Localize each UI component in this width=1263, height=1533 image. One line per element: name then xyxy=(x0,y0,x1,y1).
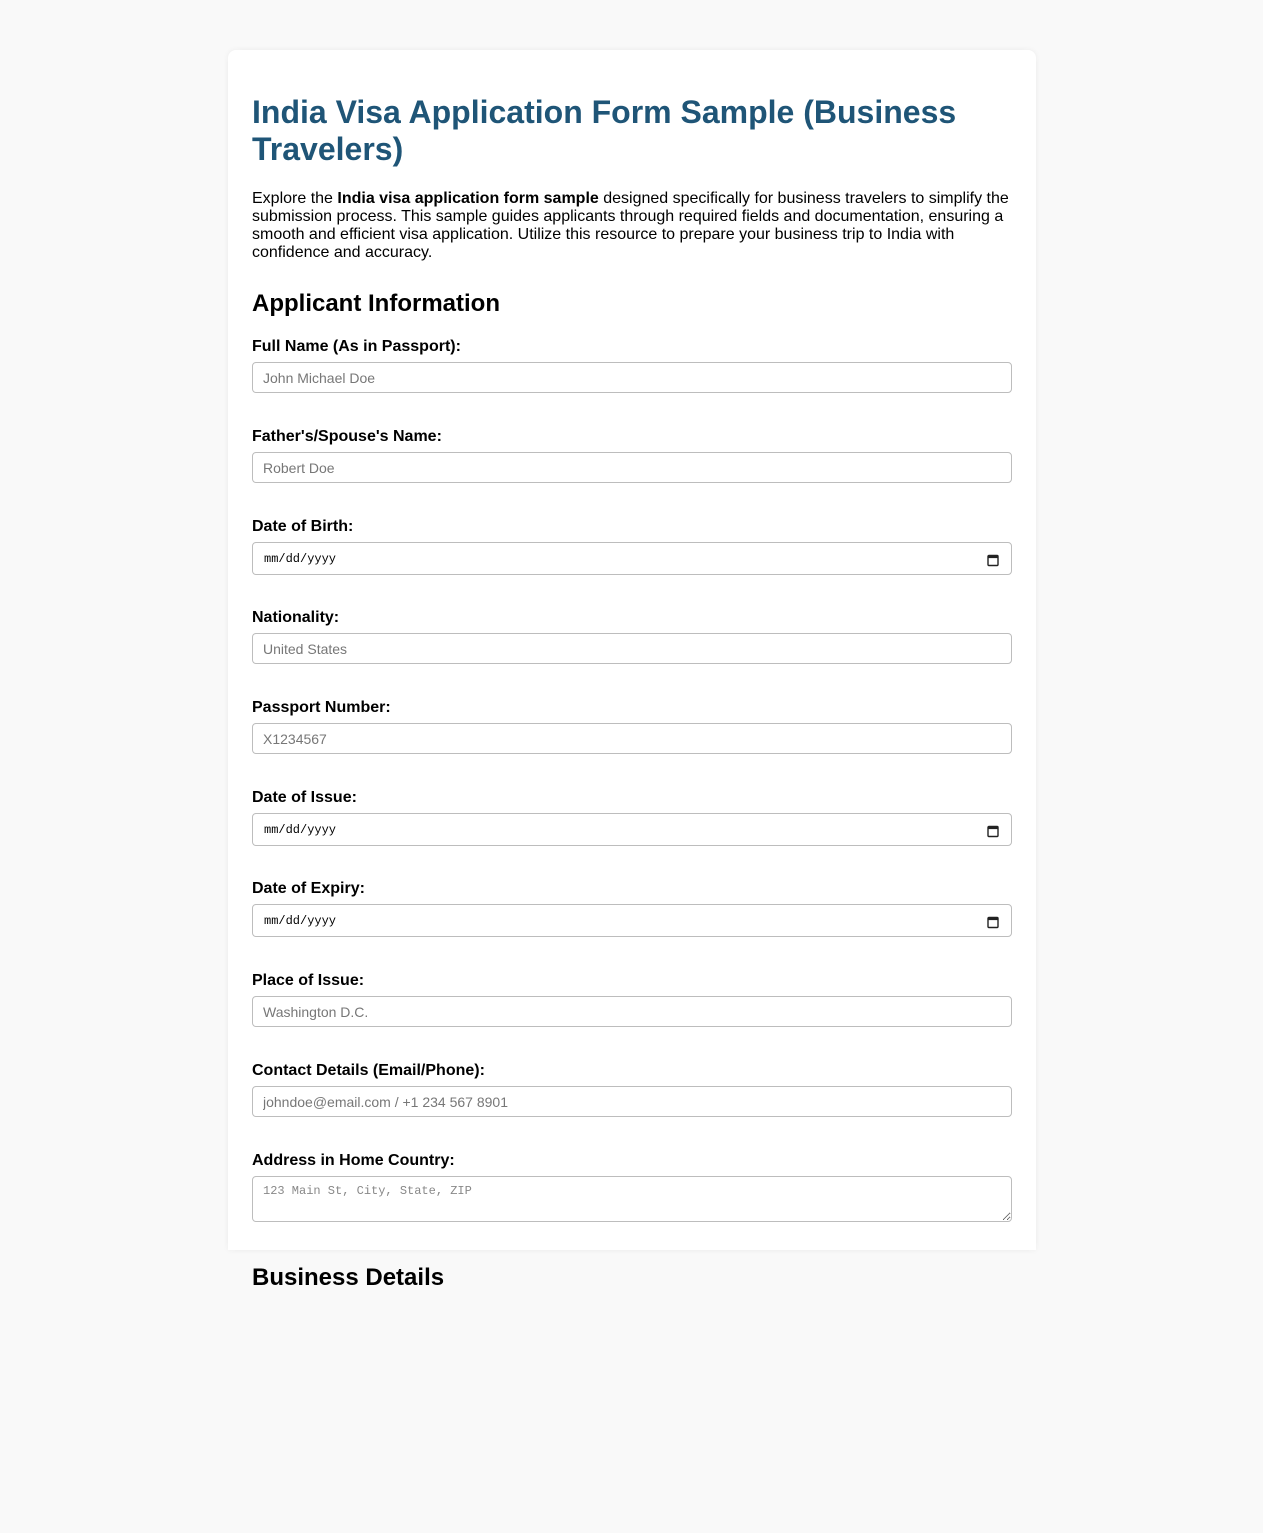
field-full-name xyxy=(252,338,1012,393)
field-nationality xyxy=(252,609,1012,664)
intro-prefix: Explore the xyxy=(252,190,338,207)
intro-paragraph xyxy=(252,190,1012,262)
date-of-issue-placeholder: mm/dd/yyyy xyxy=(264,822,337,837)
date-of-birth-placeholder: mm/dd/yyyy xyxy=(264,551,337,566)
field-date-of-expiry xyxy=(252,880,1012,937)
intro-suffix: designed specifically for business travelers to simplify the submission process. This sample guides applicants through required fields and documentation, ensuring a smooth and efficient visa application. Utilize this resource to prepare your business trip to India with confidence and accuracy. xyxy=(252,190,1009,261)
page-title: India Visa Application Form Sample (Business Travelers) xyxy=(252,94,957,167)
passport-number-label: Passport Number: xyxy=(252,699,391,716)
father-spouse-name-label: Father's/Spouse's Name: xyxy=(252,428,442,445)
field-father-spouse-name xyxy=(252,428,1012,483)
section-title-applicant-information: Applicant Information xyxy=(252,290,500,317)
calendar-icon[interactable] xyxy=(987,915,999,927)
place-of-issue-label: Place of Issue: xyxy=(252,972,365,989)
field-place-of-issue xyxy=(252,972,1012,1027)
passport-number-input[interactable] xyxy=(252,723,1012,754)
field-contact-details xyxy=(252,1062,1012,1117)
date-of-birth-input[interactable] xyxy=(252,542,1012,575)
nationality-label: Nationality: xyxy=(252,609,340,626)
full-name-input[interactable] xyxy=(252,362,1012,393)
contact-details-label: Contact Details (Email/Phone): xyxy=(252,1062,485,1079)
calendar-icon[interactable] xyxy=(987,824,999,836)
home-address-textarea[interactable] xyxy=(252,1176,1012,1222)
field-home-address xyxy=(252,1152,1012,1222)
nationality-input[interactable] xyxy=(252,633,1012,664)
field-passport-number xyxy=(252,699,1012,754)
section-title-business-details: Business Details xyxy=(252,1264,445,1291)
father-spouse-name-input[interactable] xyxy=(252,452,1012,483)
date-of-expiry-label: Date of Expiry: xyxy=(252,880,365,897)
contact-details-input[interactable] xyxy=(252,1086,1012,1117)
home-address-label: Address in Home Country: xyxy=(252,1152,455,1169)
place-of-issue-input[interactable] xyxy=(252,996,1012,1027)
field-date-of-birth xyxy=(252,518,1012,575)
full-name-label: Full Name (As in Passport): xyxy=(252,338,461,355)
calendar-icon[interactable] xyxy=(987,553,999,565)
date-of-expiry-input[interactable] xyxy=(252,904,1012,937)
date-of-issue-input[interactable] xyxy=(252,813,1012,846)
field-date-of-issue xyxy=(252,789,1012,846)
intro-bold: India visa application form sample xyxy=(337,190,599,207)
date-of-expiry-placeholder: mm/dd/yyyy xyxy=(264,913,337,928)
form-card xyxy=(228,50,1036,1291)
date-of-birth-label: Date of Birth: xyxy=(252,518,354,535)
date-of-issue-label: Date of Issue: xyxy=(252,789,357,806)
